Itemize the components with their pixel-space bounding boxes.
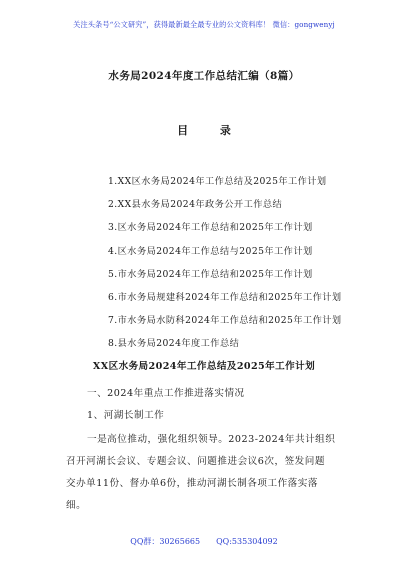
footer-contact [0, 536, 408, 547]
footer-qq: QQ:535304092 [216, 537, 278, 546]
table-of-contents [108, 170, 342, 356]
toc-item[interactable]: 3.区水务局2024年工作总结和2025年工作计划 [108, 222, 313, 234]
toc-item[interactable]: 4.区水务局2024年工作总结与2025年工作计划 [108, 245, 313, 257]
body-paragraph-line: 交办单11份、督办单6份，推动河湖长制各项工作落实落 [66, 478, 318, 489]
body-paragraph-line: 一是高位推动，强化组织领导。2023-2024年共计组织 [87, 434, 336, 445]
section-title: XX区水务局2024年工作总结及2025年工作计划 [92, 361, 316, 372]
body-paragraph-line: 召开河湖长会议、专题会议、问题推进会议6次，签发问题 [66, 456, 325, 467]
toc-item[interactable]: 2.XX县水务局2024年政务公开工作总结 [108, 199, 283, 211]
subheading-river-lake-chief: 1、河湖长制工作 [87, 410, 165, 421]
toc-item[interactable]: 5.市水务局2024年工作总结和2025年工作计划 [108, 268, 313, 280]
body-paragraph-line: 细。 [66, 500, 87, 511]
subheading-key-work: 一、2024年重点工作推进落实情况 [87, 388, 245, 399]
toc-item[interactable]: 8.县水务局2024年度工作总结 [108, 338, 240, 350]
footer-qq-group: QQ群：30265665 [130, 537, 201, 546]
header-banner: 关注头条号“公文研究”，获得最新最全最专业的公文资料库！ 微信：gongwenyj [73, 20, 335, 29]
toc-heading: 目 录 [177, 124, 245, 137]
toc-item[interactable]: 7.市水务局水防科2024年工作总结和2025年工作计划 [108, 315, 342, 327]
document-title: 水务局2024年度工作总结汇编（8篇） [108, 70, 300, 82]
toc-item[interactable]: 6.市水务局规建科2024年工作总结和2025年工作计划 [108, 291, 342, 303]
toc-item[interactable]: 1.XX区水务局2024年工作总结及2025年工作计划 [108, 176, 327, 187]
